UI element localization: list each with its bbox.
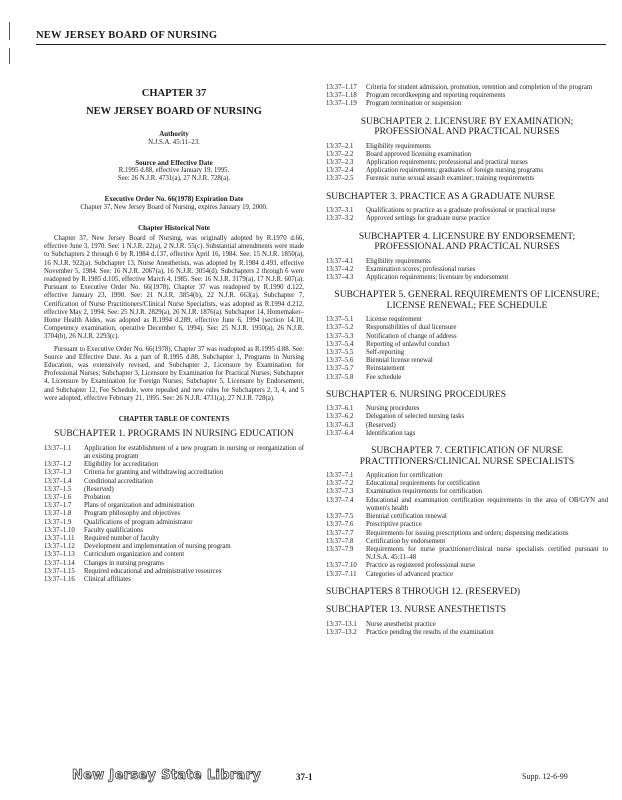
section-title: Application for certification	[366, 472, 443, 480]
section-title: Examination requirements for certification	[366, 488, 483, 496]
section-number: 13:37–1.15	[44, 567, 75, 575]
toc-entry	[44, 478, 304, 486]
section-number: 13:37–7.7	[326, 529, 354, 537]
section-number: 13:37–5.1	[326, 316, 354, 324]
section-number: 13:37–13.2	[326, 628, 357, 636]
section-title: Application requirements; professional and practical nurses	[366, 159, 528, 167]
section-list	[326, 84, 608, 109]
section-title: Clinical affiliates	[84, 576, 131, 584]
section-title: Biennial certification renewal	[366, 513, 447, 521]
toc-entry	[326, 207, 608, 215]
toc-entry	[326, 151, 608, 159]
section-number: 13:37–1.3	[44, 469, 72, 477]
toc-entry	[326, 84, 608, 92]
subchapter-title: SUBCHAPTER 1. PROGRAMS IN NURSING EDUCATION	[54, 429, 294, 440]
toc-entry	[44, 461, 304, 469]
section-number: 13:37–1.18	[326, 92, 357, 100]
toc-entry	[326, 215, 608, 223]
history-paragraph: Chapter 37, New Jersey Board of Nursing, was originally adopted by R.1970 d.66, effective June 3, 1970. See: 1 N.J.R. 22(a), 2 N.J.R. 55(c). Substantial amendments were made to Subchapters 2 through 6 by R.1984 d.137, effective April 16, 1984. See: 15 N.J.R. 1850(a), 16 N.J.R. 922(a). Subchapter 13, Nurse Anesthetists, was adopted by R.1984 d.493, effective November 5, 1984. See: 16 N.J.R. 2067(a), 16 N.J.R. 3054(d). Subchapters 2 through 6 were readopted by R.1985 d.105, effective March 4, 1985. See: 16 N.J.R. 3179(a), 17 N.J.R. 607(a). Pursuant to Executive Order No. 66(1978), Chapter 37 was readopted by R.1990 d.122, effective January 23, 1990. See: 21 N.J.R. 3854(b), 22 N.J.R. 663(a). Subchapter 7, Certification of Nurse Practitioners/Clinical Nurse Specialists, was adopted as R.1994 d.212, effective May 2, 1994. See: 25 N.J.R. 2829(a), 26 N.J.R. 1876(a). Subchapter 14, Homemaker–Home Health Aides, was adopted as R.1994 d.289, effective June 6, 1994 (section 14.10, Competency examination, operative December 6, 1994). See: 25 N.J.R. 1950(a), 26 N.J.R. 3704(b), 26 N.J.R. 2293(c).	[44, 235, 304, 341]
toc-entry	[326, 159, 608, 167]
history-heading: Chapter Historical Note	[138, 223, 210, 232]
subchapter-title: SUBCHAPTER 13. NURSE ANESTHETISTS	[326, 605, 506, 616]
toc-entry	[326, 274, 608, 282]
toc-entry	[44, 510, 304, 518]
toc-entry	[326, 472, 608, 480]
toc-entry	[326, 488, 608, 496]
section-title: Faculty qualifications	[84, 526, 144, 534]
section-title: Conditional accreditation	[84, 477, 153, 485]
section-title: Requirements for issuing prescriptions and orders; dispensing medications	[366, 529, 569, 537]
toc-entry	[326, 349, 608, 357]
section-title: Criteria for student admission, promotion, retention and completion of the program	[366, 84, 593, 91]
toc-entry	[44, 560, 304, 568]
toc-entry	[44, 469, 304, 477]
section-title: Self-reporting	[366, 348, 405, 356]
margin-mark	[9, 22, 10, 40]
section-title: Curriculum organization and content	[84, 551, 185, 559]
section-title: Board approved licensing examination	[366, 150, 472, 158]
section-number: 13:37–1.12	[44, 543, 75, 551]
section-title: Requirements for nurse practitioner/clinical nurse specialists certified pursuant to N.J.S.A. 45:11–48	[366, 545, 608, 562]
section-title: Application requirements; licensure by endorsement	[366, 273, 509, 281]
toc-entry	[326, 413, 608, 421]
toc-entry	[326, 538, 608, 546]
section-number: 13:37–5.7	[326, 365, 354, 373]
source-heading: Source and Effective Date	[135, 158, 213, 167]
section-number: 13:37–1.17	[326, 84, 357, 91]
section-number: 13:37–6.2	[326, 413, 354, 421]
section-title: Application requirements; graduates of foreign nursing programs	[366, 167, 544, 175]
section-number: 13:37–7.8	[326, 537, 354, 545]
toc-entry	[326, 341, 608, 349]
section-title: Program termination or suspension	[366, 100, 462, 108]
toc-entry	[326, 374, 608, 382]
section-number: 13:37–3.1	[326, 207, 354, 215]
section-title: Qualifications of program administrator	[84, 518, 193, 526]
toc-entry	[326, 530, 608, 538]
section-number: 13:37–1.7	[44, 502, 72, 510]
toc-entry	[44, 568, 304, 576]
section-number: 13:37–1.11	[44, 535, 75, 543]
toc-entry	[44, 551, 304, 559]
chapter-number: CHAPTER 37	[141, 88, 207, 99]
section-number: 13:37–2.4	[326, 167, 354, 175]
section-title: Examination scores; professional nurses	[366, 265, 476, 273]
library-logo: New Jersey State Library	[72, 768, 262, 783]
section-number: 13:37–2.5	[326, 175, 354, 183]
section-number: 13:37–1.4	[44, 477, 72, 485]
toc-entry	[326, 629, 608, 637]
toc-entry	[44, 486, 304, 494]
section-number: 13:37–7.1	[326, 472, 354, 480]
running-header: NEW JERSEY BOARD OF NURSING	[36, 30, 218, 41]
section-number: 13:37–1.19	[326, 100, 357, 108]
section-title: Delegation of selected nursing tasks	[366, 413, 465, 421]
toc-entry	[44, 527, 304, 535]
section-title: Qualifications to practice as a graduate professional or practical nurse	[366, 207, 556, 215]
section-list	[44, 445, 304, 584]
authority-heading: Authority	[159, 130, 189, 139]
toc-entry	[44, 576, 304, 584]
section-title: Required educational and administrative resources	[84, 567, 222, 575]
margin-mark	[9, 48, 10, 64]
toc-entry	[326, 513, 608, 521]
section-title: Prescriptive practice	[366, 521, 422, 529]
toc-entry	[326, 365, 608, 373]
exec-text: Chapter 37, New Jersey Board of Nursing, expires January 19, 2000.	[80, 203, 268, 211]
section-title: Nurse anesthetist practice	[366, 620, 436, 628]
section-number: 13:37–4.1	[326, 257, 354, 265]
subchapter-title: SUBCHAPTER 7. CERTIFICATION OF NURSE PRACTITIONERS/CLINICAL NURSE SPECIALISTS	[359, 446, 575, 467]
toc-entry	[326, 324, 608, 332]
section-title: Required number of faculty	[84, 535, 160, 543]
section-number: 13:37–7.11	[326, 570, 357, 578]
section-title: Fee schedule	[366, 373, 402, 381]
section-number: 13:37–7.4	[326, 496, 354, 504]
subchapter-title: SUBCHAPTER 2. LICENSURE BY EXAMINATION; PROFESSIONAL AND PRACTICAL NURSES	[360, 116, 574, 138]
section-title: Identification tags	[366, 429, 416, 437]
section-number: 13:37–2.3	[326, 159, 354, 167]
section-number: 13:37–7.9	[326, 545, 354, 553]
section-title: Development and implementation of nursing program	[84, 543, 231, 551]
toc-entry	[326, 546, 608, 562]
section-number: 13:37–7.3	[326, 488, 354, 496]
section-title: Notification of change of address	[366, 332, 457, 340]
section-number: 13:37–13.1	[326, 620, 357, 628]
toc-entry	[44, 535, 304, 543]
toc-entry	[326, 100, 608, 108]
toc-entry	[326, 422, 608, 430]
toc-entry	[326, 175, 608, 183]
section-title: Practice pending the results of the examination	[366, 628, 494, 636]
history-paragraph: Pursuant to Executive Order No. 66(1978), Chapter 37 was readopted as R.1995 d.88. See: Source and Effective Date. As a part of R.1995 d.88, Subchapter 1, Programs in Nursing Education, was extensively revised, and Subchapter 2, Licensure by Examination for Professional Nurses; Subchapter 3, Licensure by Examination for Practical Nurses; Subchapter 4, Licensure by Examination for Foreign Nurses; Subchapter 5, Licensure by Endorsement, and Subchapter 12, Fee Schedule, were repealed and new rules for Subchapters 2, 3, 4, and 5 were adopted, effective February 21, 1995. See: 26 N.J.R. 4731(a), 27 N.J.R. 728(a).	[44, 345, 304, 402]
section-number: 13:37–5.6	[326, 357, 354, 365]
section-number: 13:37–1.2	[44, 461, 72, 469]
section-title: Certification by endorsement	[366, 537, 446, 545]
toc-entry	[326, 571, 608, 579]
toc-entry	[326, 405, 608, 413]
section-title: Program recordkeeping and reporting requirements	[366, 92, 506, 100]
subchapter-title: SUBCHAPTER 5. GENERAL REQUIREMENTS OF LICENSURE; LICENSE RENEWAL; FEE SCHEDULE	[334, 290, 600, 311]
section-title: Responsibilities of dual licensure	[366, 324, 457, 332]
toc-entry	[44, 445, 304, 461]
authority-text: N.J.S.A. 45:11–23.	[148, 138, 200, 146]
section-number: 13:37–1.10	[44, 526, 75, 534]
section-title: Nursing procedures	[366, 405, 420, 413]
section-number: 13:37–1.14	[44, 559, 75, 567]
chapter-title: NEW JERSEY BOARD OF NURSING	[86, 106, 262, 118]
supplement-date: Supp. 12-6-99	[522, 772, 568, 781]
section-title: Biennial license renewal	[366, 357, 433, 365]
toc-entry	[326, 430, 608, 438]
toc-entry	[326, 167, 608, 175]
section-number: 13:37–5.3	[326, 332, 354, 340]
section-number: 13:37–5.5	[326, 348, 354, 356]
toc-entry	[326, 497, 608, 513]
section-title: Educational requirements for certification	[366, 480, 480, 488]
section-title: Probation	[84, 494, 111, 502]
section-title: Application for establishment of a new program in nursing or reorganization of an existing program	[84, 444, 304, 460]
section-number: 13:37–7.2	[326, 480, 354, 488]
section-number: 13:37–6.3	[326, 421, 354, 429]
subchapter-list	[326, 117, 608, 638]
section-number: 13:37–2.2	[326, 150, 354, 158]
toc-entry	[44, 543, 304, 551]
source-line: See: 26 N.J.R. 4731(a), 27 N.J.R. 728(a).	[117, 175, 231, 183]
section-number: 13:37–7.6	[326, 521, 354, 529]
section-title: Practice as registered professional nurse	[366, 562, 476, 570]
section-number: 13:37–7.5	[326, 513, 354, 521]
toc-entry	[326, 357, 608, 365]
section-number: 13:37–4.2	[326, 265, 354, 273]
section-title: Educational and examination certification requirements in the area of OB/GYN and women's health	[366, 496, 608, 512]
toc-entry	[326, 316, 608, 324]
section-number: 13:37–1.5	[44, 485, 72, 493]
section-title: License requirement	[366, 316, 422, 324]
toc-heading: CHAPTER TABLE OF CONTENTS	[118, 415, 230, 424]
toc-entry	[326, 92, 608, 100]
section-number: 13:37–5.2	[326, 324, 354, 332]
section-title: Categories of advanced practice	[366, 570, 453, 578]
section-title: Reinstatement	[366, 365, 405, 373]
section-title: Reporting of unlawful conduct	[366, 340, 450, 348]
toc-entry	[44, 519, 304, 527]
section-number: 13:37–1.6	[44, 494, 72, 502]
toc-entry	[44, 502, 304, 510]
section-number: 13:37–6.1	[326, 405, 354, 413]
toc-entry	[326, 480, 608, 488]
section-title: Program philosophy and objectives	[84, 510, 181, 518]
left-column	[44, 84, 304, 584]
subchapter-title: SUBCHAPTER 4. LICENSURE BY ENDORSEMENT; PROFESSIONAL AND PRACTICAL NURSES	[358, 231, 576, 253]
toc-entry	[326, 266, 608, 274]
header-rule	[36, 44, 606, 45]
section-title: Eligibility for accreditation	[84, 461, 158, 469]
section-number: 13:37–5.4	[326, 340, 354, 348]
section-title: Eligibility requirements	[366, 257, 431, 265]
section-number: 13:37–1.8	[44, 510, 72, 518]
section-number: 13:37–2.1	[326, 142, 354, 150]
section-number: 13:37–5.8	[326, 373, 354, 381]
toc-entry	[326, 143, 608, 151]
section-title: Approved settings for graduate nurse practice	[366, 215, 490, 223]
source-line: R.1995 d.88, effective January 19, 1995.	[118, 167, 230, 175]
section-title: (Reserved)	[366, 421, 396, 429]
toc-entry	[326, 562, 608, 570]
subchapter-title: SUBCHAPTER 6. NURSING PROCEDURES	[326, 389, 507, 400]
section-title: Plans of organization and administration	[84, 502, 195, 510]
section-number: 13:37–1.16	[44, 576, 75, 584]
section-number: 13:37–7.10	[326, 562, 357, 570]
exec-heading: Executive Order No. 66(1978) Expiration Date	[104, 195, 244, 204]
right-column	[326, 84, 608, 637]
toc-entry	[326, 333, 608, 341]
toc-entry	[44, 494, 304, 502]
section-title: Eligibility requirements	[366, 142, 431, 150]
toc-entry	[326, 621, 608, 629]
subchapter-title: SUBCHAPTERS 8 THROUGH 12. (RESERVED)	[326, 586, 521, 597]
section-number: 13:37–6.4	[326, 429, 354, 437]
page-number: 37-1	[296, 772, 313, 782]
section-title: (Reserved)	[84, 485, 114, 493]
subchapter-title: SUBCHAPTER 3. PRACTICE AS A GRADUATE NURSE	[326, 191, 555, 202]
section-title: Changes in nursing programs	[84, 559, 164, 567]
section-number: 13:37–3.2	[326, 215, 354, 223]
section-title: Forensic nurse sexual assault examiner; training requirements	[366, 175, 534, 183]
toc-entry	[326, 258, 608, 266]
section-number: 13:37–4.3	[326, 273, 354, 281]
section-number: 13:37–1.9	[44, 518, 72, 526]
section-title: Criteria for granting and withdrawing accreditation	[84, 469, 224, 477]
section-number: 13:37–1.13	[44, 551, 75, 559]
toc-entry	[326, 521, 608, 529]
section-number: 13:37–1.1	[44, 444, 72, 452]
